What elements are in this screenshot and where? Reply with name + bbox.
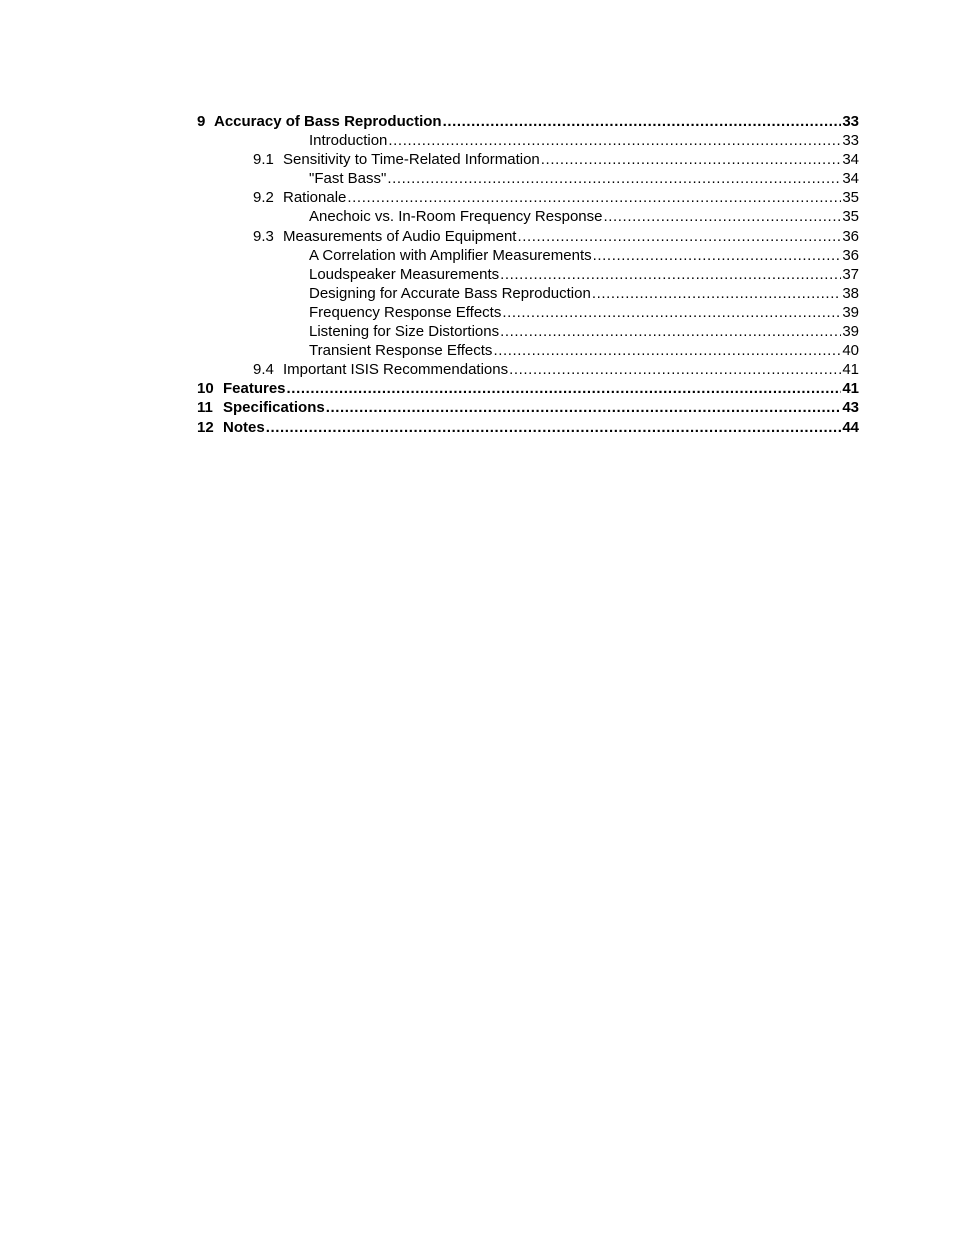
dot-leader (388, 131, 841, 150)
entry-page-number: 41 (842, 361, 859, 379)
toc-entry-amplifier-correlation[interactable] (197, 246, 859, 265)
entry-title: Transient Response Effects (309, 342, 493, 360)
toc-entry-introduction[interactable] (197, 131, 859, 150)
entry-page-number: 39 (842, 323, 859, 341)
entry-page-number: 34 (842, 170, 859, 188)
entry-title: A Correlation with Amplifier Measurements (309, 246, 592, 264)
dot-leader (347, 188, 841, 207)
toc-entry-chapter-9[interactable] (197, 112, 859, 131)
entry-title: Introduction (309, 132, 388, 150)
toc-entry-chapter-12[interactable] (197, 418, 859, 437)
toc-entry-anechoic-vs-in-room[interactable] (197, 207, 859, 226)
entry-number: 9.3 (253, 227, 274, 245)
table-of-contents (197, 112, 859, 437)
dot-leader (502, 303, 841, 322)
entry-page-number: 43 (842, 399, 859, 417)
entry-title: Notes (223, 418, 265, 436)
entry-page-number: 37 (842, 265, 859, 283)
entry-page-number: 35 (842, 189, 859, 207)
entry-page-number: 38 (842, 284, 859, 302)
dot-leader (509, 360, 841, 379)
dot-leader (603, 207, 841, 226)
entry-title: Features (223, 380, 286, 398)
dot-leader (493, 341, 841, 360)
entry-title: Anechoic vs. In-Room Frequency Response (309, 208, 603, 226)
entry-page-number: 36 (842, 227, 859, 245)
dot-leader (593, 246, 842, 265)
entry-number: 11 (197, 399, 213, 417)
entry-title: "Fast Bass" (309, 170, 387, 188)
entry-page-number: 35 (842, 208, 859, 226)
entry-number: 9 (197, 113, 206, 130)
dot-leader (500, 322, 841, 341)
toc-entry-section-9-1[interactable] (197, 150, 859, 169)
toc-entry-section-9-3[interactable] (197, 227, 859, 246)
entry-page-number: 40 (842, 342, 859, 360)
toc-entry-loudspeaker-measurements[interactable] (197, 265, 859, 284)
entry-title: Accuracy of Bass Reproduction (214, 113, 442, 130)
dot-leader (287, 379, 842, 398)
entry-page-number: 36 (842, 246, 859, 264)
entry-number: 10 (197, 380, 214, 398)
toc-entry-designing-accurate-bass[interactable] (197, 284, 859, 303)
dot-leader (387, 169, 841, 188)
entry-title: Listening for Size Distortions (309, 323, 500, 341)
entry-number: 9.1 (253, 151, 274, 169)
entry-page-number: 33 (842, 132, 859, 150)
entry-page-number: 33 (842, 113, 859, 130)
entry-number: 9.2 (253, 189, 274, 207)
toc-entry-chapter-11[interactable] (197, 398, 859, 417)
entry-page-number: 34 (842, 151, 859, 169)
entry-page-number: 44 (842, 418, 859, 436)
toc-entry-fast-bass[interactable] (197, 169, 859, 188)
dot-leader (592, 284, 841, 303)
entry-title: Sensitivity to Time-Related Information (283, 151, 540, 169)
dot-leader (500, 265, 841, 284)
entry-title: Frequency Response Effects (309, 303, 502, 321)
entry-number: 12 (197, 418, 214, 436)
toc-entry-section-9-4[interactable] (197, 360, 859, 379)
dot-leader (326, 398, 842, 417)
entry-title: Important ISIS Recommendations (283, 361, 509, 379)
toc-entry-frequency-response-effects[interactable] (197, 303, 859, 322)
toc-entry-size-distortions[interactable] (197, 322, 859, 341)
entry-title: Specifications (223, 399, 325, 417)
toc-entry-transient-response-effects[interactable] (197, 341, 859, 360)
dot-leader (266, 418, 842, 437)
entry-number: 9.4 (253, 361, 274, 379)
entry-title: Rationale (283, 189, 347, 207)
entry-title: Measurements of Audio Equipment (283, 227, 517, 245)
dot-leader (517, 227, 841, 246)
dot-leader (541, 150, 842, 169)
entry-page-number: 41 (842, 380, 859, 398)
entry-title: Designing for Accurate Bass Reproduction (309, 284, 591, 302)
entry-page-number: 39 (842, 303, 859, 321)
toc-entry-chapter-10[interactable] (197, 379, 859, 398)
entry-title: Loudspeaker Measurements (309, 265, 500, 283)
toc-entry-section-9-2[interactable] (197, 188, 859, 207)
dot-leader (443, 112, 842, 131)
